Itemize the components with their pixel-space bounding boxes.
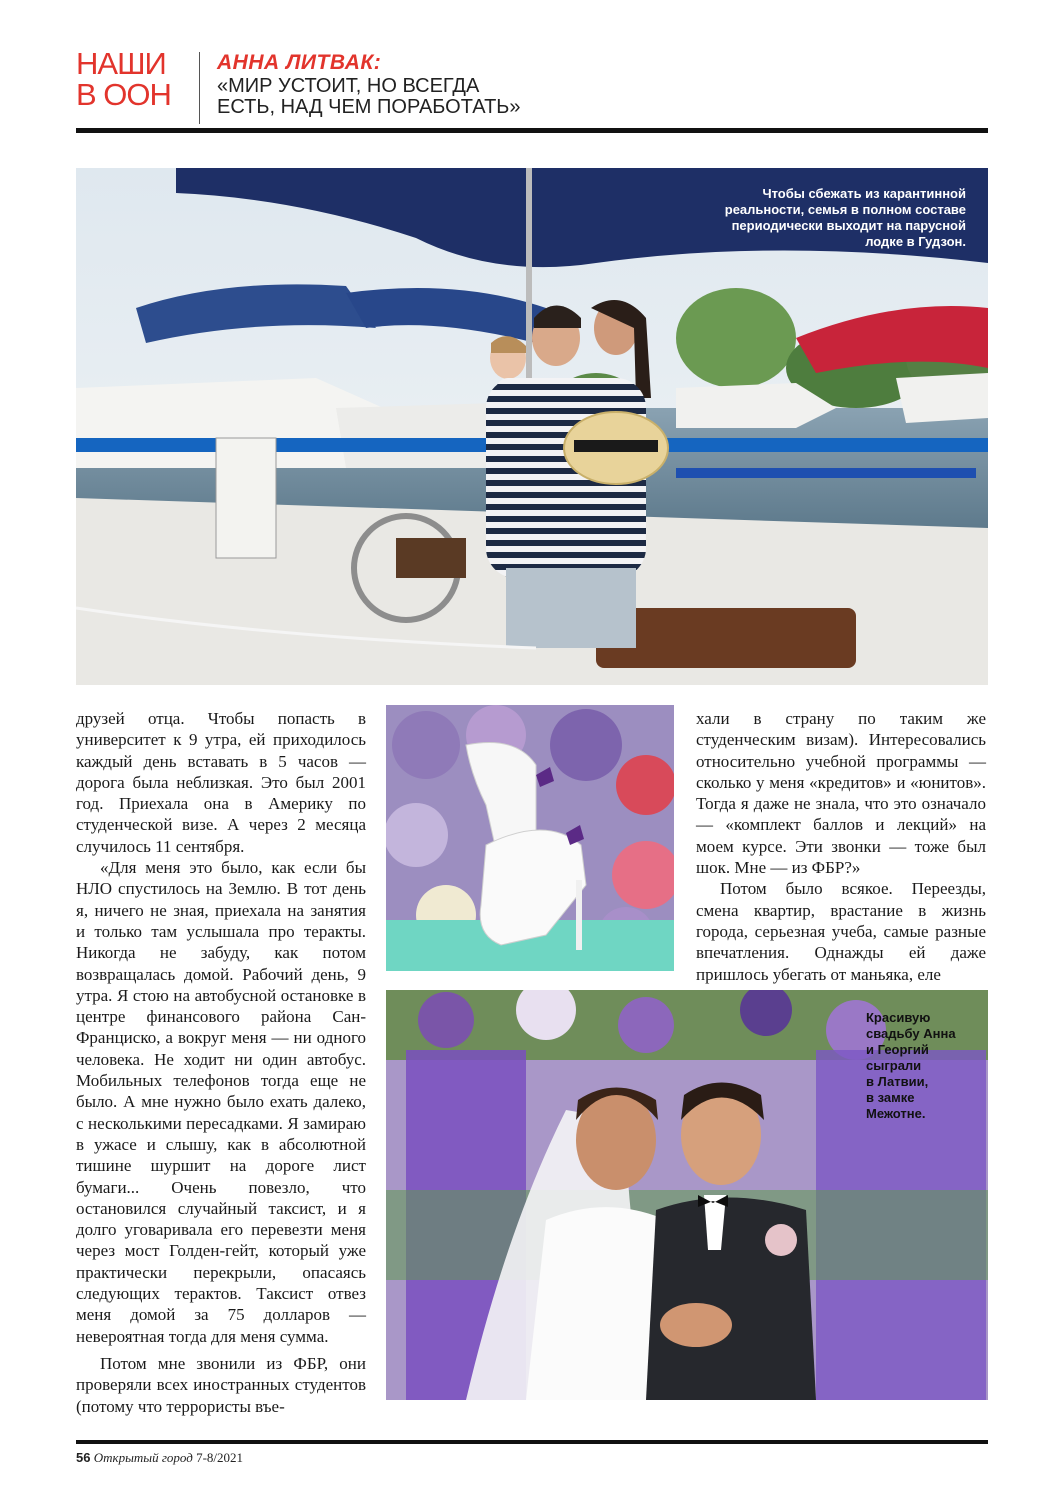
wedding-caption-line-2: свадьбу Анна — [866, 1026, 956, 1041]
article-left-column — [76, 708, 366, 1417]
right-paragraph-2: Потом было всякое. Переезды, смена квартир, врастание в жизнь города, серьезная учеба, самые разные впечатления. Однажды ей даже пришлось убегать от маньяка, еле — [696, 879, 986, 984]
boat-photo-caption — [666, 186, 966, 250]
rubric-line-1: НАШИ — [76, 46, 166, 81]
page-footer — [76, 1450, 243, 1466]
headline-quote-line-2: ЕСТЬ, НАД ЧЕМ ПОРАБОТАТЬ» — [217, 96, 521, 118]
header-divider — [199, 52, 200, 124]
rubric-line-2: В ООН — [76, 77, 171, 112]
boat-caption-line-1: Чтобы сбежать из карантинной — [762, 186, 966, 201]
wedding-caption-line-4: сыграли — [866, 1058, 922, 1073]
wedding-caption-line-5: в Латвии, — [866, 1074, 929, 1089]
left-paragraph-1: друзей отца. Чтобы попасть в университет к 9 утра, ей приходилось каждый день вставать в 5 часов — дорога была неблизкая. Это был 2001 год. Приехала она в Америку по студенческой визе. А через 2 месяца случилось 11 сентября. — [76, 709, 366, 856]
left-paragraph-3: Потом мне звонили из ФБР, они проверяли всех иностранных студентов (потому что террористы въе- — [76, 1353, 366, 1416]
wedding-shoes-image — [386, 705, 674, 971]
wedding-photo-caption — [866, 1010, 976, 1122]
left-paragraph-2: «Для меня это было, как если бы НЛО спустилось на Землю. В тот день я, ничего не зная, приехала на занятия и только там услышала про теракты. Никогда не забуду, как потом возвращалась домой. Рабочий день, 9 утра. Я стою на автобусной остановке в центре финансового района Сан-Франциско, а вокруг меня — ни одного человека. Не ходит ни один автобус. Мобильных телефонов тогда еще не было. А мне нужно было ехать далеко, с несколькими пересадками. Я замираю в ужасе и слышу, как в абсолютной тишине шуршит на дороге лист бумаги... Очень повезло, что остановился случайный таксист, и я долго уговаривала его перевезти меня через мост Голден-гейт, который уже практически перекрыли, опасаясь следующих терактов. Таксист отвез меня домой за 75 долларов — невероятная тогда для меня сумма. — [76, 858, 366, 1346]
wedding-shoes-photo — [386, 705, 674, 971]
wedding-caption-line-6: в замке — [866, 1090, 915, 1105]
issue-number: 7-8/2021 — [196, 1450, 244, 1465]
section-rubric — [76, 48, 186, 110]
boat-caption-line-3: периодически выходит на парусной — [731, 218, 966, 233]
headline-quote — [217, 76, 521, 118]
headline-quote-line-1: «МИР УСТОИТ, НО ВСЕГДА — [217, 75, 480, 97]
wedding-caption-line-1: Красивую — [866, 1010, 931, 1025]
boat-caption-line-4: лодке в Гудзон. — [865, 234, 966, 249]
header-rule — [76, 128, 988, 133]
boat-caption-line-2: реальности, семья в полном составе — [724, 202, 966, 217]
family-boat-photo — [76, 168, 988, 685]
headline-name: АННА ЛИТВАК: — [217, 51, 382, 74]
right-paragraph-1: хали в страну по таким же студенческим визам). Интересовались относительно учебной программы — сколько у меня «кредитов» и «юнитов». Тогда я даже не знала, что это означало — «комплект баллов и лекций» на моем курсе. Эти звонки — тоже был шок. Мне — из ФБР?» — [696, 709, 986, 878]
page-number: 56 — [76, 1450, 91, 1465]
footer-rule — [76, 1440, 988, 1444]
wedding-caption-line-7: Межотне. — [866, 1106, 926, 1121]
magazine-name: Открытый город — [93, 1450, 193, 1465]
wedding-couple-photo — [386, 990, 988, 1400]
article-right-column — [696, 708, 986, 985]
wedding-caption-line-3: и Георгий — [866, 1042, 929, 1057]
